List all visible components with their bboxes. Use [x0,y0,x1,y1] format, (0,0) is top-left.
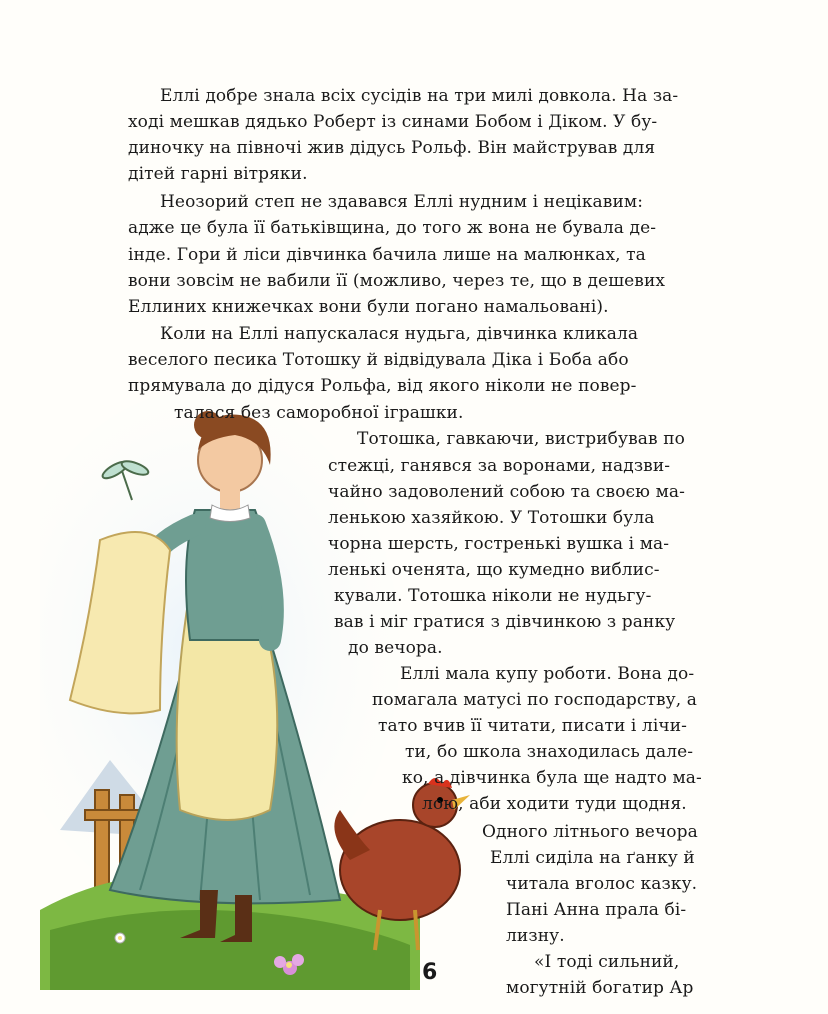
text-line-27: ко, а дівчинка була ще надто ма- [402,768,702,788]
text-line-9: Еллиних книжечках вони були погано намальовані). [128,297,609,317]
text-line-24: помагала матусі по господарству, а [372,690,697,710]
text-line-32: Пані Анна прала бі- [506,900,687,920]
text-line-34: «І тоді сильний, [534,952,680,972]
text-line-13: талася без саморобної іграшки. [174,403,464,423]
text-line-15: стежці, ганявся за воронами, надзви- [328,456,671,476]
page-number: 6 [422,960,438,985]
text-line-6: адже це була її батьківщина, до того ж вона не бувала де- [128,218,657,238]
text-line-2: ході мешкав дядько Роберт із синами Бобом і Діком. У бу- [128,112,658,132]
text-line-10: Коли на Еллі напускалася нудьга, дівчинка кликала [160,324,639,344]
text-line-16: чайно задоволений собою та своєю ма- [328,482,685,502]
text-line-31: читала вголос казку. [506,874,698,894]
text-line-4: дітей гарні вітряки. [128,164,308,184]
text-line-7: інде. Гори й ліси дівчинка бачила лише на малюнках, та [128,245,646,265]
text-line-14: Тотошка, гавкаючи, вистрибував по [357,429,685,449]
text-line-28: лою, аби ходити туди щодня. [422,794,687,814]
text-line-29: Одного літнього вечора [482,822,698,842]
text-line-25: тато вчив її читати, писати і лічи- [378,716,687,736]
text-line-5: Неозорий степ не здавався Еллі нудним і нецікавим: [160,192,644,212]
text-line-22: до вечора. [348,638,443,658]
text-line-23: Еллі мала купу роботи. Вона до- [400,664,695,684]
text-line-18: чорна шерсть, гостренькі вушка і ма- [328,534,670,554]
text-line-12: прямувала до дідуся Рольфа, від якого ніколи не повер- [128,376,637,396]
text-line-17: ленькою хазяйкою. У Тотошки була [328,508,655,528]
text-line-33: лизну. [506,926,565,946]
text-line-21: вав і міг гратися з дівчинкою з ранку [334,612,676,632]
text-line-26: ти, бо школа знаходилась дале- [405,742,694,762]
text-line-30: Еллі сиділа на ґанку й [490,848,695,868]
text-line-1: Еллі добре знала всіх сусідів на три милі довкола. На за- [160,86,679,106]
text-line-20: кували. Тотошка ніколи не нудьгу- [334,586,652,606]
text-line-8: вони зовсім не вабили її (можливо, через те, що в дешевих [128,271,666,291]
text-line-35: могутній богатир Ар [506,978,694,998]
flower-small [115,933,125,943]
neck [220,488,240,510]
text-line-19: ленькі оченята, що кумедно виблис- [328,560,660,580]
text-line-3: диночку на півночі жив дідусь Рольф. Він майстрував для [128,138,656,158]
text-line-11: веселого песика Тотошку й відвідувала Діка і Боба або [128,350,629,370]
